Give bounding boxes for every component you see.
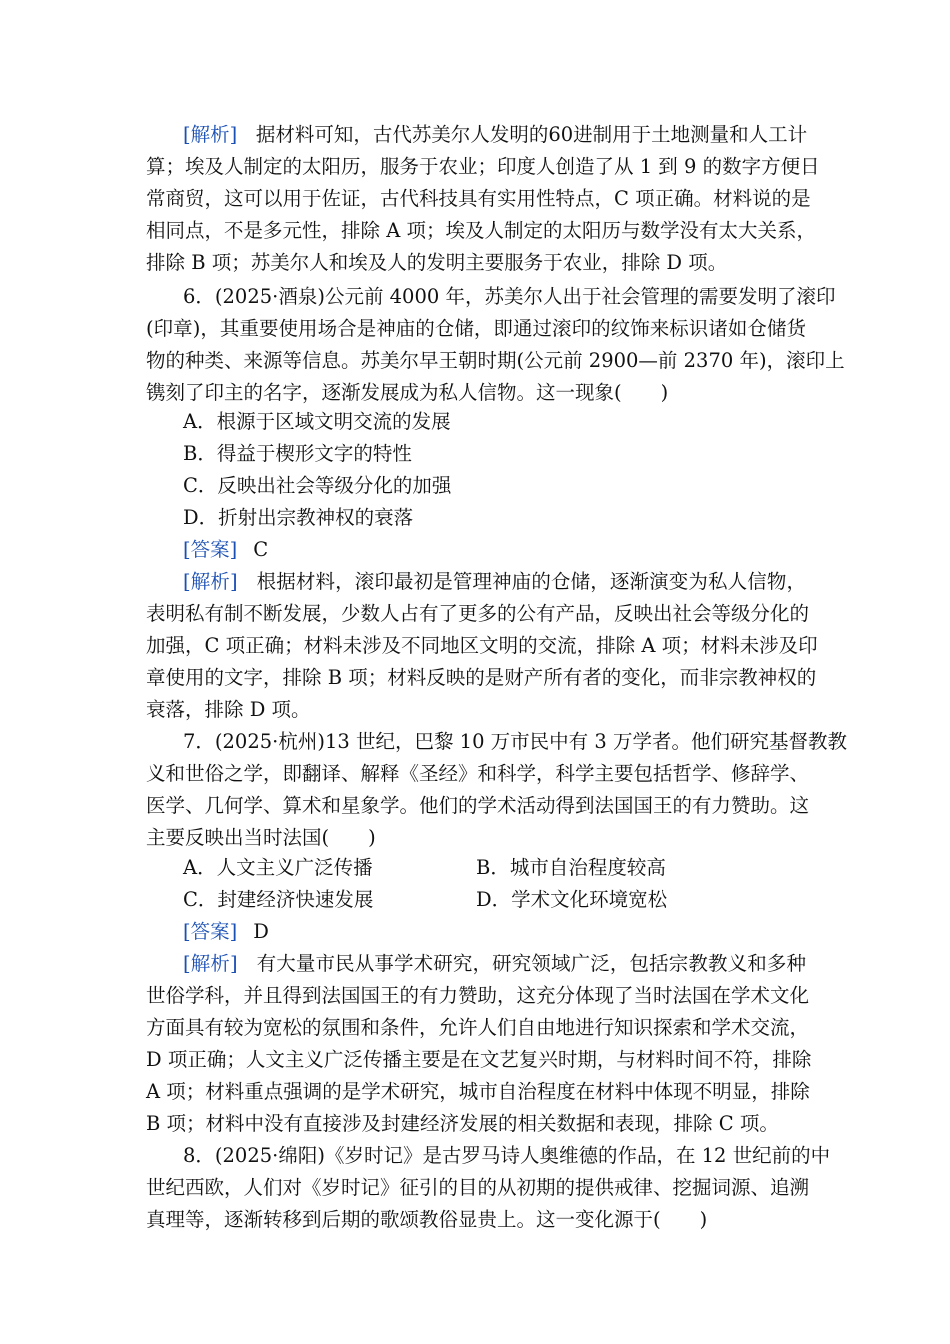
q7-analysis-line: 方面具有较为宽松的氛围和条件，允许人们自由地进行知识探索和学术交流，	[146, 1016, 810, 1039]
analysis-text: 有大量市民从事学术研究，研究领域广泛，包括宗教教义和多种	[256, 952, 806, 975]
q6-answer	[183, 534, 806, 566]
analysis-tag: [解析]	[183, 570, 238, 593]
analysis-text: 根据材料，滚印最初是管理神庙的仓储，逐渐演变为私人信物，	[256, 570, 806, 593]
q7-analysis-line: 世俗学科，并且得到法国国王的有力赞助，这充分体现了当时法国在学术文化	[146, 984, 810, 1007]
q6-analysis-line: 表明私有制不断发展，少数人占有了更多的公有产品，反映出社会等级分化的	[146, 602, 810, 625]
q6-option-d: D．折射出宗教神权的衰落	[183, 506, 414, 529]
analysis-line	[183, 119, 806, 151]
analysis-line: 排除 B 项；苏美尔人和埃及人的发明主要服务于农业，排除 D 项。	[146, 251, 728, 274]
question-7-line: 义和世俗之学，即翻译、解释《圣经》和科学，科学主要包括哲学、修辞学、	[146, 762, 810, 785]
analysis-line: 常商贸，这可以用于佐证，古代科技具有实用性特点，C 项正确。材料说的是	[146, 187, 811, 210]
q6-analysis-line: 章使用的文字，排除 B 项；材料反映的是财产所有者的变化，而非宗教神权的	[146, 666, 817, 689]
answer-tag: [答案]	[183, 920, 238, 943]
q6-option-b: B．得益于楔形文字的特性	[183, 442, 412, 465]
q7-analysis-line: B 项；材料中没有直接涉及封建经济发展的相关数据和表现，排除 C 项。	[146, 1112, 779, 1135]
q7-answer	[183, 916, 806, 948]
q7-option-c: C．封建经济快速发展	[183, 888, 374, 911]
q7-analysis-line: A 项；材料重点强调的是学术研究，城市自治程度在材料中体现不明显，排除	[146, 1080, 810, 1103]
q7-option-b: B．城市自治程度较高	[476, 856, 666, 879]
answer-tag: [答案]	[183, 538, 238, 561]
question-6-line: (印章)，其重要使用场合是神庙的仓储，即通过滚印的纹饰来标识诸如仓储货	[146, 317, 806, 340]
q7-analysis-line	[183, 948, 806, 980]
q6-analysis-line: 加强，C 项正确；材料未涉及不同地区文明的交流，排除 A 项；材料未涉及印	[146, 634, 818, 657]
q7-option-a: A．人文主义广泛传播	[183, 856, 373, 879]
question-8-line: 真理等，逐渐转移到后期的歌颂教俗显贵上。这一变化源于( )	[146, 1208, 708, 1231]
answer-value: C	[253, 538, 269, 561]
q6-analysis-line: 衰落，排除 D 项。	[146, 698, 311, 721]
q7-analysis-line: D 项正确；人文主义广泛传播主要是在文艺复兴时期，与材料时间不符，排除	[146, 1048, 812, 1071]
analysis-text: 据材料可知，古代苏美尔人发明的60进制用于土地测量和人工计	[255, 123, 808, 146]
answer-value: D	[253, 920, 269, 943]
analysis-tag: [解析]	[183, 952, 238, 975]
q6-option-a: A．根源于区域文明交流的发展	[183, 410, 451, 433]
q6-analysis-line	[183, 566, 806, 598]
question-6-line: 镌刻了印主的名字，逐渐发展成为私人信物。这一现象( )	[146, 381, 669, 404]
question-6-line: 物的种类、来源等信息。苏美尔早王朝时期(公元前 2900—前 2370 年)，滚印上	[146, 349, 845, 372]
q6-option-c: C．反映出社会等级分化的加强	[183, 474, 452, 497]
question-7-line: 主要反映出当时法国( )	[146, 826, 376, 849]
q7-option-d: D．学术文化环境宽松	[476, 888, 668, 911]
analysis-line: 算；埃及人制定的太阳历，服务于农业；印度人创造了从 1 到 9 的数字方便日	[146, 155, 820, 178]
question-6-line: 6．(2025·酒泉)公元前 4000 年，苏美尔人出于社会管理的需要发明了滚印	[183, 285, 836, 308]
question-8-line: 8．(2025·绵阳)《岁时记》是古罗马诗人奥维德的作品，在 12 世纪前的中	[183, 1144, 831, 1167]
question-8-line: 世纪西欧，人们对《岁时记》征引的目的从初期的提供戒律、挖掘词源、追溯	[146, 1176, 810, 1199]
question-7-line: 7．(2025·杭州)13 世纪，巴黎 10 万市民中有 3 万学者。他们研究基督教教	[183, 730, 847, 753]
question-7-line: 医学、几何学、算术和星象学。他们的学术活动得到法国国王的有力赞助。这	[146, 794, 810, 817]
analysis-line: 相同点，不是多元性，排除 A 项；埃及人制定的太阳历与数学没有太大关系，	[146, 219, 816, 242]
analysis-tag: [解析]	[183, 123, 238, 146]
